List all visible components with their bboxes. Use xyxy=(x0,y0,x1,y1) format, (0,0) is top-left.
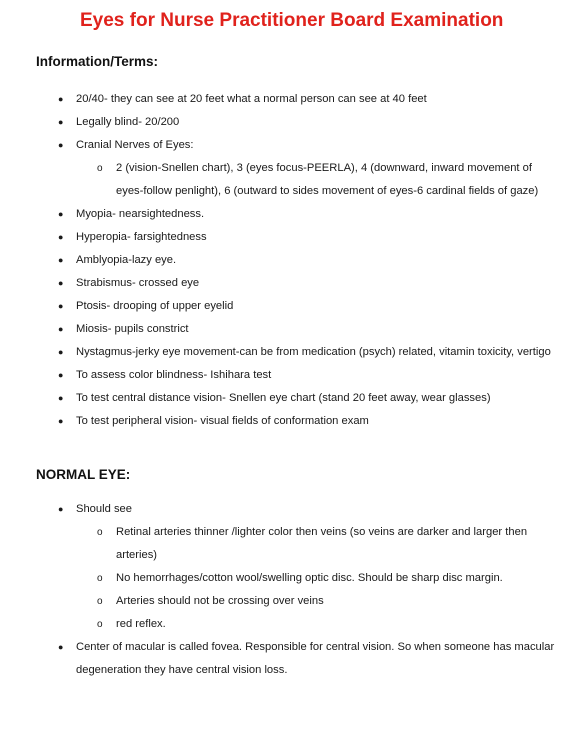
document-title: Eyes for Nurse Practitioner Board Examination xyxy=(80,10,504,31)
list-item: ● Myopia- nearsightedness. xyxy=(0,203,586,226)
bullet-icon: ● xyxy=(58,393,64,403)
circle-bullet-icon: o xyxy=(97,596,103,607)
bullet-icon: ● xyxy=(58,301,64,311)
bullet-icon: ● xyxy=(58,232,64,242)
list-item: ● Amblyopia-lazy eye. xyxy=(0,249,586,272)
bullet-icon: ● xyxy=(58,504,64,514)
list-item: ● Should see xyxy=(0,498,586,521)
list-item: ● To assess color blindness- Ishihara test xyxy=(0,364,586,387)
bullet-icon: ● xyxy=(58,209,64,219)
list-item: ● Ptosis- drooping of upper eyelid xyxy=(0,295,586,318)
bullet-icon: ● xyxy=(58,324,64,334)
list-item: ● Nystagmus-jerky eye movement-can be from medication (psych) related, vitamin toxicity, vertigo xyxy=(0,341,586,364)
list-item: ● Miosis- pupils constrict xyxy=(0,318,586,341)
bullet-icon: ● xyxy=(58,94,64,104)
list-item: ● Strabismus- crossed eye xyxy=(0,272,586,295)
list-item: ● Legally blind- 20/200 xyxy=(0,111,586,134)
list-item: ● Center of macular is called fovea. Responsible for central vision. So when someone has macular degeneration they have central vision loss. xyxy=(0,636,586,682)
circle-bullet-icon: o xyxy=(97,163,103,174)
sub-list-item: o 2 (vision-Snellen chart), 3 (eyes focus-PEERLA), 4 (downward, inward movement of eyes-follow penlight), 6 (outward to sides movement of eyes-6 cardinal fields of gaze) xyxy=(0,157,586,203)
bullet-icon: ● xyxy=(58,642,64,652)
information-terms-list xyxy=(0,88,586,433)
normal-eye-list xyxy=(0,498,586,682)
sub-list-item: o Arteries should not be crossing over veins xyxy=(0,590,586,613)
bullet-icon: ● xyxy=(58,347,64,357)
circle-bullet-icon: o xyxy=(97,619,103,630)
bullet-icon: ● xyxy=(58,140,64,150)
section-heading-normal-eye: NORMAL EYE: xyxy=(36,467,131,482)
circle-bullet-icon: o xyxy=(97,573,103,584)
section-heading-information-terms: Information/Terms: xyxy=(36,54,159,69)
list-item: ● To test peripheral vision- visual fields of conformation exam xyxy=(0,410,586,433)
bullet-icon: ● xyxy=(58,370,64,380)
bullet-icon: ● xyxy=(58,117,64,127)
sub-list-item: o red reflex. xyxy=(0,613,586,636)
list-item: ● Hyperopia- farsightedness xyxy=(0,226,586,249)
list-item: ● Cranial Nerves of Eyes: xyxy=(0,134,586,157)
sub-list-item: o No hemorrhages/cotton wool/swelling optic disc. Should be sharp disc margin. xyxy=(0,567,586,590)
sub-list-item: o Retinal arteries thinner /lighter color then veins (so veins are darker and larger then arteries) xyxy=(0,521,586,567)
bullet-icon: ● xyxy=(58,255,64,265)
bullet-icon: ● xyxy=(58,416,64,426)
bullet-icon: ● xyxy=(58,278,64,288)
list-item: ● To test central distance vision- Snellen eye chart (stand 20 feet away, wear glasses) xyxy=(0,387,586,410)
circle-bullet-icon: o xyxy=(97,527,103,538)
list-item: ● 20/40- they can see at 20 feet what a normal person can see at 40 feet xyxy=(0,88,586,111)
